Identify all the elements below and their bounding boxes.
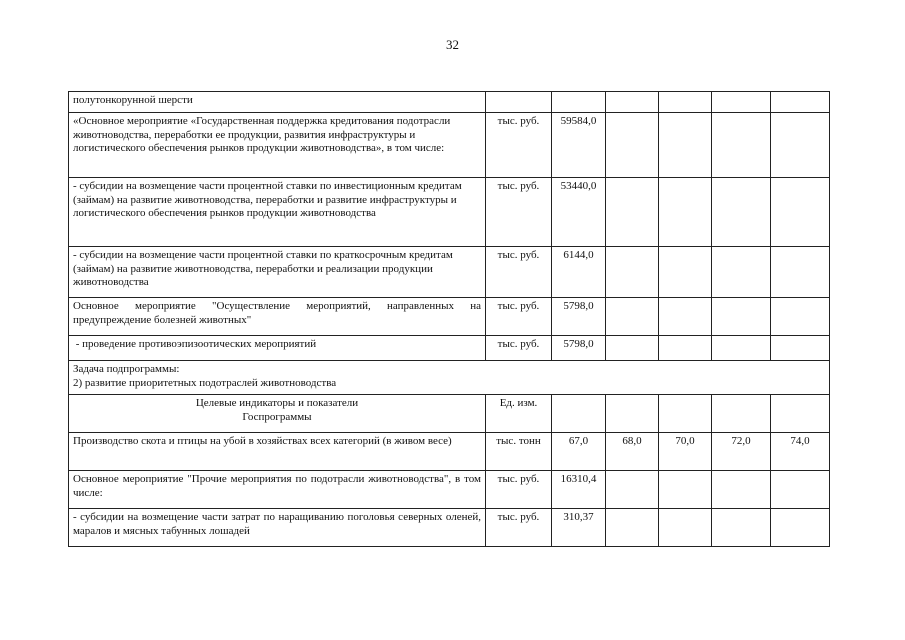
table-row xyxy=(69,113,830,178)
task-heading: Задача подпрограммы: xyxy=(73,363,180,375)
value-cell xyxy=(771,336,830,361)
row-description: полутонкорунной шерсти xyxy=(69,92,486,113)
value-cell: 6144,0 xyxy=(552,247,606,298)
row-description: «Основное мероприятие «Государственная поддержка кредитования подотрасли животноводства, переработки ее продукции, развития инфраструктуры и логистического обеспечения рынков продукции животноводства», в том числе: xyxy=(69,113,486,178)
value-cell xyxy=(771,471,830,509)
value-cell xyxy=(771,92,830,113)
table-header-row xyxy=(69,395,830,433)
value-cell xyxy=(659,509,712,547)
value-cell xyxy=(712,178,771,247)
unit-cell: тыс. руб. xyxy=(486,247,552,298)
value-cell xyxy=(552,92,606,113)
value-cell xyxy=(712,336,771,361)
unit-cell: тыс. руб. xyxy=(486,113,552,178)
value-cell: 72,0 xyxy=(712,433,771,471)
value-cell xyxy=(606,113,659,178)
value-cell xyxy=(606,395,659,433)
indicators-header-line: Госпрограммы xyxy=(242,410,312,423)
value-cell: 68,0 xyxy=(606,433,659,471)
value-cell xyxy=(771,113,830,178)
value-cell xyxy=(712,509,771,547)
table-row-task xyxy=(69,361,830,395)
value-cell xyxy=(659,247,712,298)
value-cell xyxy=(659,92,712,113)
unit-cell: тыс. руб. xyxy=(486,298,552,336)
unit-cell: тыс. руб. xyxy=(486,509,552,547)
value-cell: 67,0 xyxy=(552,433,606,471)
value-cell: 5798,0 xyxy=(552,298,606,336)
page-number: 32 xyxy=(446,37,459,52)
value-cell xyxy=(771,509,830,547)
row-description: - субсидии на возмещение части затрат по наращиванию поголовья северных оленей, маралов и мясных табунных лошадей xyxy=(69,509,486,547)
table-row xyxy=(69,336,830,361)
row-description: - субсидии на возмещение части процентной ставки по краткосрочным кредитам (займам) на развитие животноводства, переработки и реализации продукции животноводства xyxy=(69,247,486,298)
value-cell: 5798,0 xyxy=(552,336,606,361)
value-cell xyxy=(606,178,659,247)
unit-cell: тыс. руб. xyxy=(486,178,552,247)
unit-cell: тыс. тонн xyxy=(486,433,552,471)
value-cell xyxy=(712,395,771,433)
value-cell xyxy=(659,336,712,361)
indicators-header xyxy=(69,395,486,433)
value-cell xyxy=(606,298,659,336)
value-cell xyxy=(771,298,830,336)
value-cell xyxy=(659,471,712,509)
row-description: Производство скота и птицы на убой в хозяйствах всех категорий (в живом весе) xyxy=(69,433,486,471)
value-cell xyxy=(712,92,771,113)
unit-cell: тыс. руб. xyxy=(486,336,552,361)
value-cell xyxy=(659,298,712,336)
unit-cell xyxy=(486,92,552,113)
value-cell xyxy=(659,178,712,247)
value-cell xyxy=(771,247,830,298)
table-row xyxy=(69,433,830,471)
value-cell xyxy=(659,113,712,178)
value-cell xyxy=(606,509,659,547)
row-description: - субсидии на возмещение части процентной ставки по инвестиционным кредитам (займам) на развитие животноводства, переработки и развитие инфраструктуры и логистического обеспечения рынков продукции животноводства xyxy=(69,178,486,247)
program-table xyxy=(68,91,830,547)
value-cell xyxy=(659,395,712,433)
value-cell: 310,37 xyxy=(552,509,606,547)
value-cell xyxy=(712,298,771,336)
value-cell: 74,0 xyxy=(771,433,830,471)
indicators-header-line: Целевые индикаторы и показатели xyxy=(195,397,359,409)
value-cell xyxy=(606,336,659,361)
row-description: Основное мероприятие "Прочие мероприятия по подотрасли животноводства", в том числе: xyxy=(69,471,486,509)
unit-header: Ед. изм. xyxy=(486,395,552,433)
row-description: Основное мероприятие "Осуществление мероприятий, направленных на предупреждение болезней животных" xyxy=(69,298,486,336)
value-cell: 59584,0 xyxy=(552,113,606,178)
table-row xyxy=(69,509,830,547)
value-cell xyxy=(606,247,659,298)
value-cell: 53440,0 xyxy=(552,178,606,247)
value-cell xyxy=(606,471,659,509)
value-cell xyxy=(771,178,830,247)
value-cell xyxy=(771,395,830,433)
row-description: - проведение противоэпизоотических мероприятий xyxy=(69,336,486,361)
value-cell xyxy=(712,113,771,178)
value-cell xyxy=(606,92,659,113)
subprogram-task xyxy=(69,361,830,395)
value-cell: 70,0 xyxy=(659,433,712,471)
table-row xyxy=(69,471,830,509)
table-row xyxy=(69,247,830,298)
value-cell xyxy=(712,471,771,509)
table-row xyxy=(69,298,830,336)
value-cell xyxy=(552,395,606,433)
task-text: 2) развитие приоритетных подотраслей животноводства xyxy=(73,376,337,389)
unit-cell: тыс. руб. xyxy=(486,471,552,509)
table-row xyxy=(69,92,830,113)
value-cell: 16310,4 xyxy=(552,471,606,509)
table-row xyxy=(69,178,830,247)
value-cell xyxy=(712,247,771,298)
